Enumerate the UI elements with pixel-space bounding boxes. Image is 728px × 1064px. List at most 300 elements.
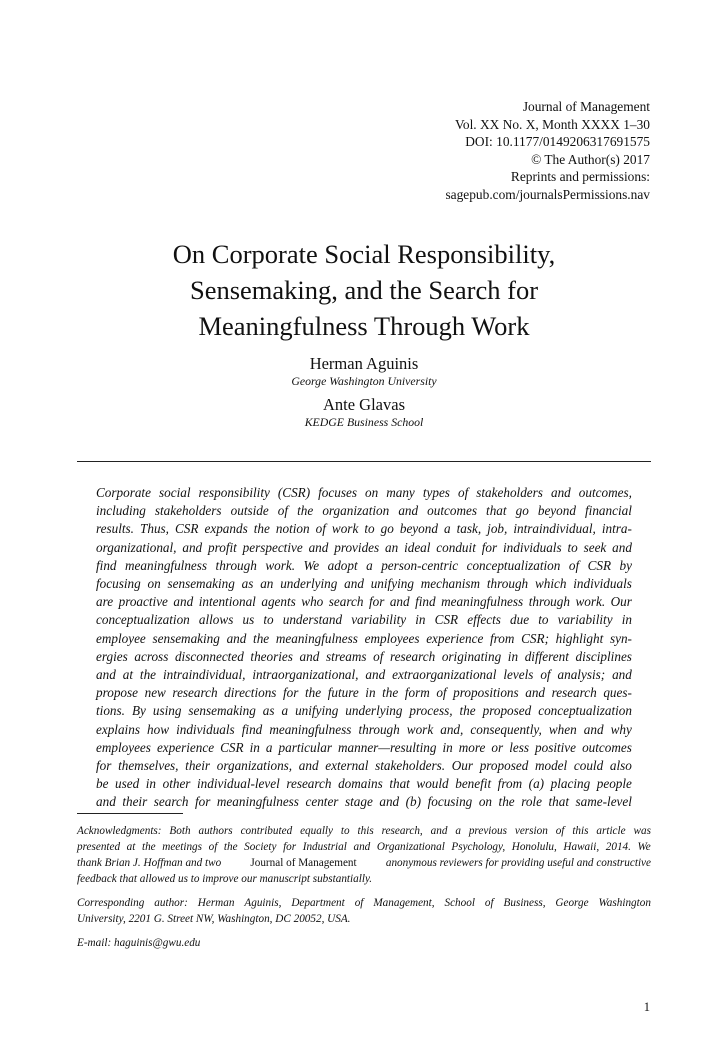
word: and — [398, 503, 419, 519]
word: research, — [381, 825, 423, 837]
word: research — [286, 776, 332, 792]
word: experience — [156, 739, 215, 755]
word: the — [498, 794, 515, 810]
word: research — [172, 685, 218, 701]
word: School — [444, 897, 475, 909]
word: Hawaii, — [563, 841, 600, 853]
word: of — [436, 685, 447, 701]
word: profit — [207, 539, 237, 555]
word: conceptualization — [538, 703, 632, 719]
word: their — [122, 794, 148, 810]
word: stakeholders — [154, 503, 222, 519]
word: and — [298, 758, 319, 774]
word: adopt — [327, 557, 358, 573]
word: external — [325, 758, 369, 774]
abstract-line — [96, 684, 632, 702]
abstract-line — [96, 484, 632, 502]
word: this — [572, 825, 589, 837]
author-name: Ante Glavas — [322, 395, 406, 414]
email: E-mail: haguinis@gwu.edu — [77, 937, 201, 949]
word: article — [596, 825, 626, 837]
word: Organizational — [376, 841, 445, 853]
word: through — [215, 557, 257, 573]
abstract-line — [96, 648, 632, 666]
word: also — [609, 758, 632, 774]
word: and — [96, 667, 116, 683]
title-line: On Corporate Social Responsibility, — [172, 239, 556, 269]
word: a — [455, 825, 461, 837]
word: Both — [169, 825, 191, 837]
word: allows — [198, 612, 234, 628]
word: and — [379, 794, 400, 810]
word: of — [457, 485, 469, 500]
word: equally — [300, 825, 334, 837]
word: be — [96, 776, 109, 792]
note-line — [77, 839, 651, 855]
word: the — [141, 841, 156, 853]
word: at — [122, 667, 133, 683]
word: CSR — [175, 521, 199, 537]
word: individuals — [502, 539, 562, 555]
word: form — [404, 685, 430, 701]
word: ergies — [96, 648, 128, 664]
word: research — [551, 685, 597, 701]
word: through — [528, 594, 570, 610]
word: underlying — [280, 576, 338, 592]
word: intraindividual, — [513, 521, 596, 537]
word: from — [497, 776, 523, 792]
word: propositions — [453, 685, 519, 701]
word: work — [331, 521, 359, 537]
word: that — [548, 794, 569, 810]
word: why — [610, 721, 632, 737]
word: of — [354, 897, 364, 909]
word: the — [253, 630, 270, 646]
word: Psychology, — [451, 841, 506, 853]
word: and — [173, 594, 194, 610]
word: in — [365, 685, 376, 701]
word: analysis; — [557, 667, 606, 683]
abstract-line — [96, 757, 632, 775]
abstract-line — [96, 721, 632, 739]
word: variability — [557, 612, 613, 628]
page-number: 1 — [643, 1000, 650, 1014]
word: on — [365, 485, 379, 500]
word: meaningfulness — [269, 721, 352, 737]
word: in — [415, 612, 426, 628]
word: the — [459, 703, 476, 719]
word: to — [538, 612, 549, 628]
abstract-line — [96, 539, 632, 557]
word: process, — [409, 703, 453, 719]
abstract-line — [96, 775, 632, 793]
word: from — [490, 630, 515, 646]
word: and — [612, 539, 632, 555]
word: an — [385, 539, 399, 555]
word: intraorganizational, — [252, 667, 359, 683]
word: consequently, — [470, 721, 542, 737]
word: proposed — [482, 703, 532, 719]
word: role — [521, 794, 542, 810]
word: in — [507, 648, 519, 664]
word: originating — [441, 648, 502, 664]
word: Business, — [503, 897, 546, 909]
word: underlying — [345, 703, 403, 719]
word: a — [366, 557, 373, 573]
word: effects — [467, 612, 501, 628]
abstract-line — [96, 611, 632, 629]
word: the — [223, 841, 238, 853]
word: provides — [334, 539, 380, 555]
word: go — [515, 503, 529, 519]
word: focusing — [96, 576, 141, 592]
word: mechanism — [420, 576, 481, 592]
word: for — [368, 594, 385, 610]
word: results. — [96, 521, 134, 537]
word: how — [147, 721, 169, 737]
word: explains — [96, 721, 140, 737]
word: proposed — [479, 758, 529, 774]
word: intraindividual, — [162, 667, 246, 683]
word: task, — [456, 521, 482, 537]
word: focusing — [427, 794, 473, 810]
word: beyond — [537, 503, 576, 519]
word: presented — [77, 841, 121, 853]
word: meaningfulness — [125, 557, 208, 573]
section-divider — [77, 461, 651, 462]
word: employees — [364, 630, 420, 646]
word: and — [583, 721, 604, 737]
word: understand — [282, 612, 343, 628]
word: stakeholders. — [375, 758, 446, 774]
author-name: Herman Aguinis — [309, 354, 419, 373]
word: search — [153, 794, 189, 810]
word: organizational, — [96, 539, 177, 555]
email-note — [77, 935, 651, 951]
word: sensemaking — [167, 576, 235, 592]
word: domains — [338, 776, 383, 792]
word: authors — [198, 825, 233, 837]
word: for — [96, 758, 112, 774]
word: variability — [351, 612, 407, 628]
word: individual-level — [197, 776, 280, 792]
word: for — [481, 539, 498, 555]
abstract-line — [96, 630, 632, 648]
word: including — [96, 503, 146, 519]
word: job, — [487, 521, 508, 537]
volume-info: Vol. XX No. X, Month XXXX 1–30 — [454, 116, 650, 132]
word: Corresponding — [77, 897, 145, 909]
word: find — [96, 557, 117, 573]
word: to — [364, 521, 375, 537]
word: was — [633, 825, 651, 837]
word: of — [555, 825, 565, 837]
word: tions. — [96, 703, 125, 719]
word: the — [304, 685, 322, 701]
note-line — [77, 895, 651, 911]
word: agents — [261, 594, 296, 610]
word: intra- — [601, 521, 632, 537]
word: focuses — [318, 485, 357, 500]
word: a — [265, 739, 273, 755]
word: syn- — [609, 630, 632, 646]
word: and — [344, 576, 364, 592]
word: meaningfulness — [441, 594, 524, 610]
word: organization — [322, 503, 390, 519]
word: new — [144, 685, 166, 701]
word: employees — [96, 739, 151, 755]
word: and — [612, 667, 632, 683]
word: at — [126, 841, 136, 853]
word: individuals — [176, 721, 235, 737]
word: organizations, — [216, 758, 293, 774]
word: the — [253, 521, 270, 537]
word: work. — [265, 557, 295, 573]
copyright: © The Author(s) 2017 — [531, 151, 650, 167]
word: and — [299, 648, 320, 664]
note-line — [77, 823, 651, 839]
abstract-line — [96, 593, 632, 611]
word: of — [484, 897, 494, 909]
word: meaningfulness — [275, 630, 358, 646]
word: disciplines — [575, 648, 632, 664]
word: experience — [426, 630, 484, 646]
word: could — [573, 758, 604, 774]
author-affiliation: George Washington University — [291, 374, 437, 388]
word: CSR — [220, 739, 244, 755]
journal-name: Journal of Management — [522, 99, 650, 114]
word: and — [96, 794, 116, 810]
word: social — [158, 485, 191, 500]
word: and — [430, 825, 448, 837]
word: of — [568, 557, 580, 573]
word: unifying — [295, 703, 339, 719]
word: Department — [291, 897, 345, 909]
corresponding-author-note — [77, 895, 651, 927]
word: conceptualization — [466, 557, 561, 573]
word: conceptualization — [96, 612, 190, 628]
word: find — [415, 594, 436, 610]
word: intentional — [198, 594, 256, 610]
word: Corporate — [96, 485, 151, 500]
word: (b) — [405, 794, 422, 810]
note-text: anonymous reviewers for providing useful and constructive — [385, 857, 651, 869]
word: stage — [344, 794, 373, 810]
word: and — [525, 685, 545, 701]
abstract-line — [96, 557, 632, 575]
word: of — [540, 667, 551, 683]
word: theories — [250, 648, 293, 664]
word: find — [241, 721, 263, 737]
word: less — [509, 739, 529, 755]
word: disconnected — [174, 648, 244, 664]
word: other — [162, 776, 191, 792]
word: ques- — [603, 685, 632, 701]
word: of — [315, 521, 326, 537]
abstract-line — [96, 520, 632, 538]
word: outside — [230, 503, 269, 519]
author-block — [0, 354, 728, 436]
acknowledgments-note — [77, 823, 651, 887]
doi: DOI: 10.1177/0149206317691575 — [465, 134, 650, 150]
title-line: Meaningfulness Through Work — [198, 311, 530, 341]
word: particular — [278, 739, 332, 755]
word: by — [619, 557, 632, 573]
word: placing — [550, 776, 591, 792]
word: and — [182, 539, 203, 555]
word: CSR; — [521, 630, 549, 646]
word: on — [478, 794, 492, 810]
note-text: thank Brian J. Hoffman and two — [77, 857, 222, 869]
word: as — [262, 703, 275, 719]
word: work. — [575, 594, 606, 610]
title-line: Sensemaking, and the Search for — [189, 275, 539, 305]
note-line: University, 2201 G. Street NW, Washington, DC 20052, USA. — [77, 913, 351, 925]
abstract-line — [96, 502, 632, 520]
word: their — [185, 758, 211, 774]
word: and — [365, 667, 386, 683]
word: through — [358, 721, 400, 737]
word: many — [386, 485, 415, 500]
word: using — [152, 703, 182, 719]
word: previous — [468, 825, 507, 837]
word: the — [139, 667, 157, 683]
word: the — [382, 685, 399, 701]
word: work — [406, 721, 434, 737]
word: person-centric — [381, 557, 459, 573]
abstract-line — [96, 793, 632, 811]
word: of — [373, 648, 384, 664]
word: proactive — [118, 594, 168, 610]
word: meaningfulness — [216, 794, 299, 810]
word: for — [283, 685, 299, 701]
article-title — [0, 236, 728, 344]
word: as — [241, 576, 254, 592]
word: future — [327, 685, 359, 701]
word: center — [305, 794, 339, 810]
abstract-line — [96, 702, 632, 720]
word: Washington — [598, 897, 651, 909]
word: perspective — [242, 539, 303, 555]
word: or — [491, 739, 504, 755]
word: which — [534, 576, 567, 592]
word: individuals — [573, 576, 632, 592]
word: a — [443, 521, 451, 537]
word: of — [277, 503, 289, 519]
word: for — [283, 841, 297, 853]
word: people — [596, 776, 632, 792]
word: Industrial — [302, 841, 347, 853]
word: highlight — [555, 630, 604, 646]
word: that — [486, 503, 507, 519]
word: and — [308, 539, 329, 555]
word: for — [194, 794, 211, 810]
word: model — [534, 758, 568, 774]
word: By — [131, 703, 146, 719]
word: benefit — [455, 776, 492, 792]
word: us — [242, 612, 255, 628]
journal-title: Journal of Management — [250, 857, 357, 869]
word: to — [263, 612, 274, 628]
word: We — [303, 557, 320, 573]
word: Management, — [373, 897, 435, 909]
word: themselves, — [118, 758, 179, 774]
word: and — [226, 630, 247, 646]
note-line — [77, 855, 651, 871]
word: (a) — [528, 776, 545, 792]
word: when — [548, 721, 577, 737]
word: extraorganizational — [392, 667, 497, 683]
journal-masthead — [445, 98, 650, 204]
permissions-url: sagepub.com/journalsPermissions.nav — [445, 186, 650, 202]
word: sensemaking — [188, 703, 256, 719]
word: types — [422, 485, 450, 500]
word: in — [145, 776, 157, 792]
word: to — [567, 539, 578, 555]
word: more — [458, 739, 486, 755]
word: (CSR) — [277, 485, 311, 500]
word: the — [297, 503, 314, 519]
word: ideal — [404, 539, 431, 555]
word: and — [550, 485, 571, 500]
word: notion — [275, 521, 310, 537]
word: outcomes — [582, 739, 632, 755]
footnotes — [77, 823, 651, 959]
word: responsibility — [198, 485, 270, 500]
word: outcomes, — [578, 485, 632, 500]
author-affiliation: KEDGE Business School — [304, 415, 424, 429]
word: of — [208, 841, 218, 853]
word: that — [389, 776, 410, 792]
word: levels — [503, 667, 534, 683]
word: in — [249, 739, 260, 755]
word: financial — [585, 503, 632, 519]
word: seek — [583, 539, 607, 555]
word: are — [96, 594, 114, 610]
word: outcomes — [427, 503, 477, 519]
word: streams — [325, 648, 367, 664]
word: to — [340, 825, 350, 837]
reprints-label: Reprints and permissions: — [510, 169, 650, 185]
abstract-line — [96, 666, 632, 684]
word: unifying — [370, 576, 414, 592]
abstract-line — [96, 739, 632, 757]
word: in — [442, 739, 453, 755]
word: across — [134, 648, 169, 664]
word: meetings — [162, 841, 203, 853]
word: stakeholders — [476, 485, 543, 500]
word: a — [281, 703, 289, 719]
word: through — [486, 576, 529, 592]
word: propose — [96, 685, 139, 701]
word: this — [357, 825, 374, 837]
word: Society — [244, 841, 277, 853]
word: Acknowledgments: — [77, 825, 162, 837]
word: Honolulu, — [511, 841, 557, 853]
word: different — [524, 648, 569, 664]
word: and, — [440, 721, 464, 737]
word: employee — [96, 630, 146, 646]
word: who — [301, 594, 324, 610]
word: on — [147, 576, 161, 592]
word: used — [115, 776, 140, 792]
word: sensemaking — [152, 630, 220, 646]
word: We — [637, 841, 651, 853]
word: same-level — [575, 794, 632, 810]
word: conduit — [436, 539, 476, 555]
word: Thus, — [140, 521, 169, 537]
word: expands — [204, 521, 248, 537]
